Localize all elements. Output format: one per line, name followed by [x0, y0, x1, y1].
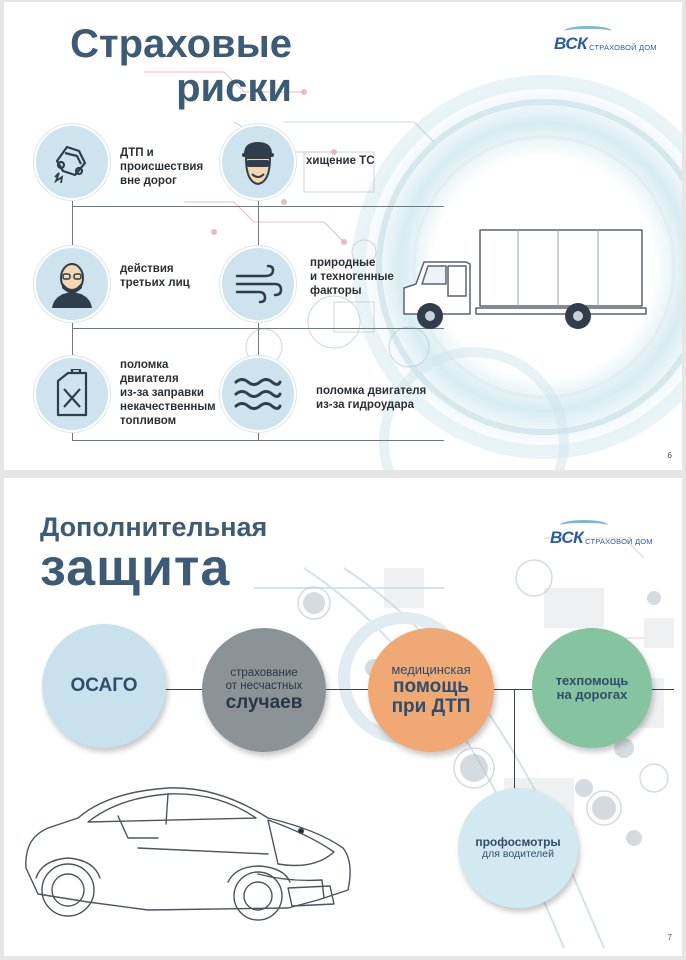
slide-title: [40, 512, 268, 597]
osago-label: ОСАГО: [70, 675, 138, 697]
medical-checkups-bubble[interactable]: [458, 788, 578, 908]
logo-arc-shape: [560, 520, 608, 530]
accident-label-small: страхование от несчастных: [225, 667, 303, 693]
title-line-2: риски: [176, 66, 292, 110]
title-line-1: Страховые: [70, 22, 292, 66]
slide-insurance-risks: [4, 2, 682, 470]
risk-third-party-circle: [34, 246, 110, 322]
risk-label: ДТП и происшествия вне дорог: [120, 147, 204, 188]
accident-label-big: случаев: [225, 691, 303, 713]
risk-nature-circle: [220, 246, 296, 322]
medical-label-big: помощь при ДТП: [391, 676, 471, 718]
risk-water-circle: [220, 356, 296, 432]
logo-mark: ВСК: [554, 34, 587, 54]
risk-theft-circle: [220, 124, 296, 200]
risk-label: поломка двигателя из-за заправки некачественным топливом: [120, 359, 216, 428]
risk-label: хищение ТС: [306, 155, 375, 167]
slide-additional-protection: [4, 478, 682, 956]
checkups-label-big: профосмотры: [475, 834, 561, 849]
connector-line: [326, 689, 368, 690]
thief-icon: [232, 136, 284, 188]
risk-label: поломка двигателя из-за гидроудара: [316, 385, 427, 412]
risk-label: действия третьих лиц: [120, 263, 190, 290]
logo-text: СТРАХОВОЙ ДОМ: [589, 43, 657, 52]
water-waves-icon: [233, 376, 283, 412]
risk-car-crash-circle: [34, 124, 110, 200]
wind-icon: [233, 264, 283, 304]
logo-arc-shape: [564, 26, 612, 36]
truck-illustration: [398, 226, 648, 332]
logo-text: СТРАХОВОЙ ДОМ: [585, 537, 653, 546]
risk-fuel-circle: [34, 356, 110, 432]
person-icon: [46, 258, 98, 310]
medical-help-bubble[interactable]: [368, 628, 494, 752]
fuel-canister-icon: [50, 369, 94, 419]
risk-label: природные и техногенные факторы: [310, 257, 394, 298]
page-number: 7: [667, 933, 672, 942]
connector-line: [72, 440, 444, 441]
connector-line: [494, 689, 532, 690]
medical-label-small: медицинская: [391, 661, 471, 677]
accident-insurance-bubble[interactable]: [202, 628, 326, 752]
osago-bubble[interactable]: [42, 624, 166, 748]
roadside-assistance-bubble[interactable]: [532, 628, 652, 748]
roadside-label: техпомощь на дорогах: [555, 672, 629, 702]
logo-mark: ВСК: [550, 528, 583, 548]
title-line-2: защита: [40, 539, 231, 597]
title-line-1: Дополнительная: [40, 512, 268, 542]
connector-line: [164, 689, 204, 690]
checkups-label-small: для водителей: [482, 847, 554, 860]
connector-line: [514, 689, 515, 789]
car-illustration: [18, 778, 358, 928]
car-crash-icon: [47, 137, 97, 187]
slide-title: [36, 24, 292, 108]
page-number: 6: [667, 451, 672, 460]
vsk-logo: [554, 34, 657, 54]
vsk-logo: [550, 528, 653, 548]
